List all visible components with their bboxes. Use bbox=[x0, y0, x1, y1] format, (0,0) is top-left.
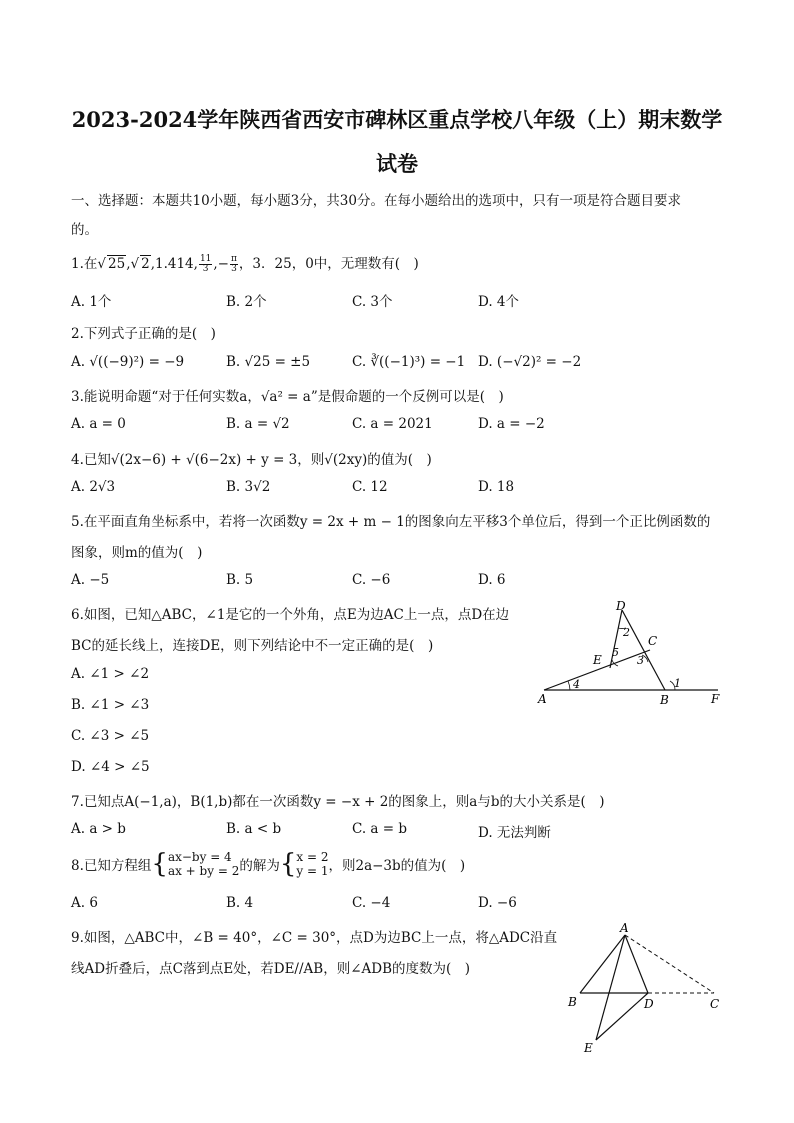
fig6-label-f: F bbox=[711, 692, 720, 706]
q5-option-a[interactable]: A. −5 bbox=[71, 572, 110, 588]
fig6-label-2: 2 bbox=[623, 626, 630, 639]
q1-repeating: 25 bbox=[274, 256, 292, 272]
fig6-label-3: 3 bbox=[637, 654, 644, 667]
page-title: 2023-2024学年陕西省西安市碑林区重点学校八年级（上）期末数学 bbox=[71, 107, 723, 132]
q8-option-b[interactable]: B. 4 bbox=[226, 895, 254, 911]
triangle-figure-q6 bbox=[530, 598, 730, 710]
q8-suffix: ，则2a−3b的值为( ) bbox=[328, 858, 466, 874]
fig9-label-c: C bbox=[710, 997, 720, 1011]
question-5-stem-cont: 图象，则m的值为( ) bbox=[71, 545, 203, 561]
q4-option-c[interactable]: C. 12 bbox=[352, 479, 388, 495]
fig9-label-b: B bbox=[568, 995, 577, 1009]
q2-option-a[interactable]: A. √((−9)²) = −9 bbox=[71, 354, 185, 370]
q7-option-b[interactable]: B. a < b bbox=[226, 821, 282, 837]
q5-option-d[interactable]: D. 6 bbox=[478, 572, 506, 588]
q8-sol1: x = 2 bbox=[296, 850, 329, 864]
fig9-label-d: D bbox=[644, 997, 654, 1011]
fig9-label-e: E bbox=[584, 1041, 593, 1055]
q1-frac-pi-3: $\frac{\pi}{3}$ bbox=[231, 254, 237, 274]
fig6-label-4: 4 bbox=[573, 678, 580, 691]
fig6-label-d: D bbox=[616, 599, 626, 613]
q1-mid1: 1.414, bbox=[154, 256, 198, 272]
q6-option-c[interactable]: C. ∠3 > ∠5 bbox=[71, 728, 150, 744]
q4-option-b[interactable]: B. 3√2 bbox=[226, 479, 271, 495]
q8-eq1: ax−by = 4 bbox=[167, 850, 232, 864]
q8-option-a[interactable]: A. 6 bbox=[71, 895, 98, 911]
q3-option-d[interactable]: D. a = −2 bbox=[478, 416, 545, 432]
q8-sol2: y = 1 bbox=[296, 864, 329, 878]
q8-eq2: ax + by = 2 bbox=[167, 864, 240, 878]
q1-option-b[interactable]: B. 2个 bbox=[226, 294, 267, 310]
q8-system bbox=[168, 850, 239, 878]
q1-option-d[interactable]: D. 4个 bbox=[478, 294, 520, 310]
fold-figure-q9 bbox=[560, 920, 730, 1060]
fig6-label-c: C bbox=[648, 634, 658, 648]
q3-option-b[interactable]: B. a = √2 bbox=[226, 416, 290, 432]
q3-option-c[interactable]: C. a = 2021 bbox=[352, 416, 433, 432]
q6-option-a[interactable]: A. ∠1 > ∠2 bbox=[71, 666, 150, 682]
fig9-label-a: A bbox=[620, 921, 629, 935]
q1-option-a[interactable]: A. 1个 bbox=[71, 294, 112, 310]
q8-option-d[interactable]: D. −6 bbox=[478, 895, 517, 911]
q2-option-d[interactable]: D. (−√2)² = −2 bbox=[478, 354, 582, 370]
q1-suffix: ，0中，无理数有( ) bbox=[291, 256, 419, 272]
question-9-stem: 9.如图，△ABC中，∠B = 40°，∠C = 30°，点D为边BC上一点，将△ADC沿直 bbox=[71, 930, 558, 946]
q1-prefix: 1.在 bbox=[71, 256, 98, 272]
fig6-label-a: A bbox=[538, 692, 547, 706]
q2-option-c[interactable]: C. ∛((−1)³) = −1 bbox=[352, 354, 466, 370]
fig6-label-1: 1 bbox=[674, 677, 681, 690]
q8-option-c[interactable]: C. −4 bbox=[352, 895, 391, 911]
section-header: 一、选择题：本题共10小题，每小题3分，共30分。在每小题给出的选项中，只有一项是符合题目要求 bbox=[71, 193, 681, 209]
q7-option-c[interactable]: C. a = b bbox=[352, 821, 408, 837]
question-6-stem-cont: BC的延长线上，连接DE，则下列结论中不一定正确的是( ) bbox=[71, 638, 434, 654]
q6-option-b[interactable]: B. ∠1 > ∠3 bbox=[71, 697, 150, 713]
q7-option-d[interactable]: D. 无法判断 bbox=[478, 825, 551, 841]
q2-option-b[interactable]: B. √25 = ±5 bbox=[226, 354, 311, 370]
q1-mid2: ，3． bbox=[238, 256, 275, 272]
question-1-stem: 1.在√ 25,√ 2,1.414, $\frac{11}{3}$ ,− $\frac{\pi}{3}$ ，3．25，0中，无理数有( ) bbox=[71, 254, 419, 274]
q1-frac-11-3: $\frac{11}{3}$ bbox=[199, 254, 212, 274]
fig6-label-b: B bbox=[660, 693, 669, 707]
q8-mid: 的解为 bbox=[239, 858, 280, 874]
q8-prefix: 8.已知方程组 bbox=[71, 858, 152, 874]
question-5-stem: 5.在平面直角坐标系中，若将一次函数y = 2x + m − 1的图象向左平移3个单位后，得到一个正比例函数的 bbox=[71, 514, 711, 530]
q7-option-a[interactable]: A. a > b bbox=[71, 821, 126, 837]
q1-option-c[interactable]: C. 3个 bbox=[352, 294, 393, 310]
q5-option-c[interactable]: C. −6 bbox=[352, 572, 391, 588]
q5-option-b[interactable]: B. 5 bbox=[226, 572, 254, 588]
question-6-stem: 6.如图，已知△ABC，∠1是它的一个外角，点E为边AC上一点，点D在边 bbox=[71, 607, 510, 623]
question-2-stem: 2.下列式子正确的是( ) bbox=[71, 326, 216, 342]
fig6-label-5: 5 bbox=[612, 646, 619, 659]
question-4-stem: 4.已知√(2x−6) + √(6−2x) + y = 3，则√(2xy)的值为( ) bbox=[71, 452, 432, 468]
question-3-stem: 3.能说明命题“对于任何实数a，√a² = a”是假命题的一个反例可以是( ) bbox=[71, 389, 504, 405]
question-7-stem: 7.已知点A(−1,a)，B(1,b)都在一次函数y = −x + 2的图象上，则a与b的大小关系是( ) bbox=[71, 794, 605, 810]
q3-option-a[interactable]: A. a = 0 bbox=[71, 416, 126, 432]
q4-option-d[interactable]: D. 18 bbox=[478, 479, 515, 495]
section-header-cont: 的。 bbox=[71, 222, 98, 238]
q6-option-d[interactable]: D. ∠4 > ∠5 bbox=[71, 759, 150, 775]
question-8-stem: 8.已知方程组{ ax−by = 4 ax + by = 2 的解为{ x = 2 y = 1 ，则2a−3b的值为( ) bbox=[71, 849, 466, 879]
fig6-label-e: E bbox=[593, 653, 602, 667]
question-9-stem-cont: 线AD折叠后，点C落到点E处，若DE//AB，则∠ADB的度数为( ) bbox=[71, 961, 471, 977]
q8-solution bbox=[296, 850, 328, 878]
q4-option-a[interactable]: A. 2√3 bbox=[71, 479, 116, 495]
page-title-cont: 试卷 bbox=[376, 151, 418, 176]
